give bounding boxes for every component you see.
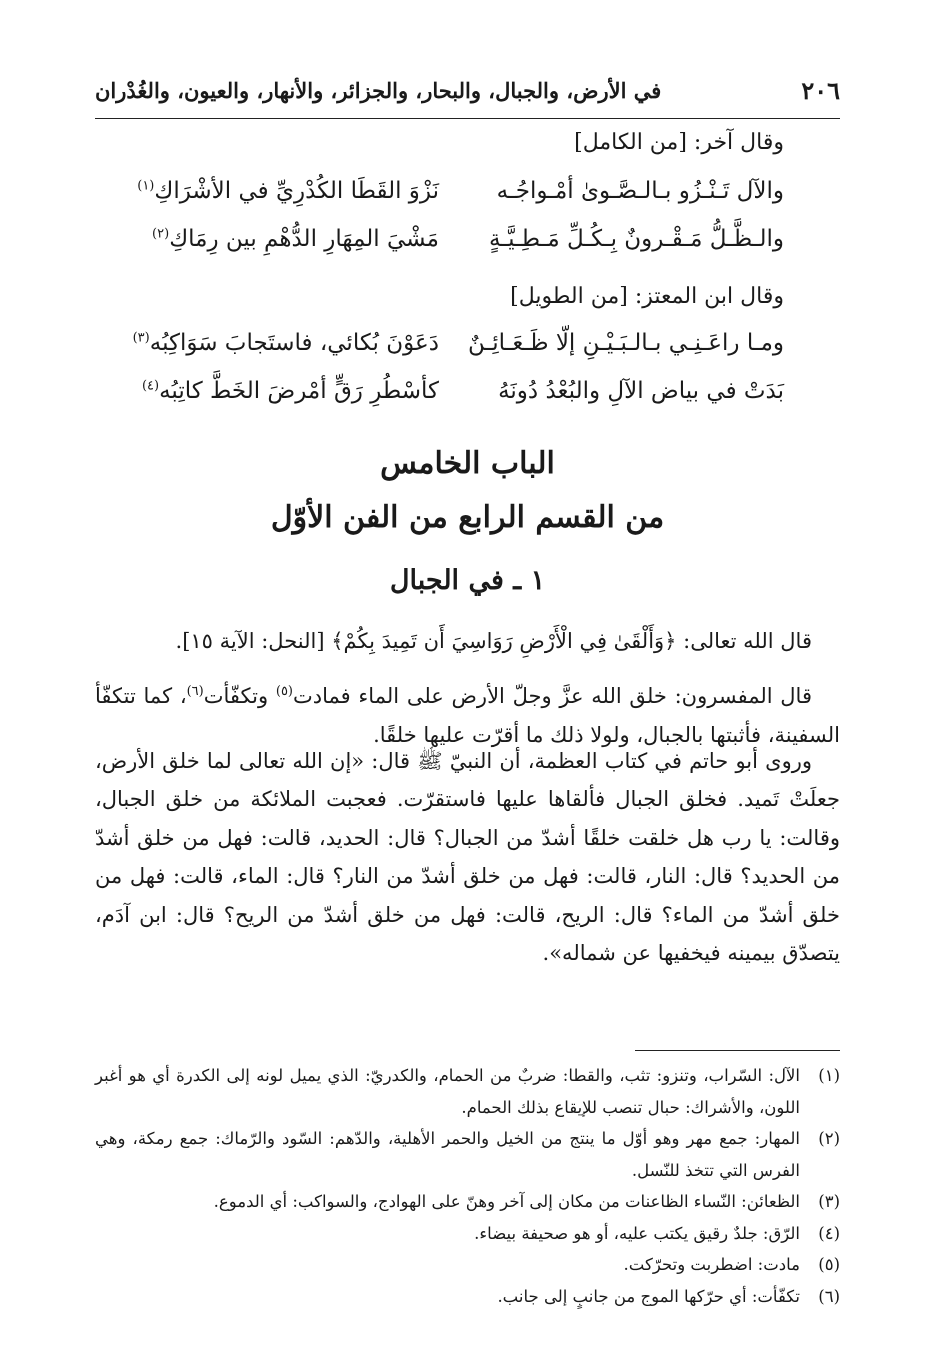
verse-1-second-text: نَزْوَ القَطَا الكُدْرِيِّ في الأشْرَاكِ xyxy=(154,178,439,204)
verse-3-second-text: دَعَوْنَ بُكائي، فاستَجابَ سَوَاكِبُه xyxy=(149,330,439,356)
footnote-ref-3: (٣) xyxy=(132,330,150,346)
book-page xyxy=(95,0,840,1365)
page-number: ٢٠٦ xyxy=(801,75,840,105)
footnote-number: (٣) xyxy=(818,1192,840,1211)
footnote-ref-4: (٤) xyxy=(141,378,160,394)
footnote-ref-2: (٢) xyxy=(152,226,170,242)
chapter-title: الباب الخامس xyxy=(380,446,555,481)
header-rule xyxy=(95,118,840,119)
footnote-2 xyxy=(95,1123,840,1186)
footnote-1 xyxy=(95,1060,840,1123)
verse-1-second-hemistich xyxy=(137,178,439,204)
verse-line-1 xyxy=(94,178,784,222)
footnote-text: مادت: اضطربت وتحرّكت. xyxy=(623,1255,800,1274)
footnote-6 xyxy=(95,1281,840,1313)
footnotes-list xyxy=(95,1060,840,1312)
footnote-3 xyxy=(95,1186,840,1218)
footnote-ref-5: (٥) xyxy=(275,684,293,699)
poem-intro-1: وقال آخر: [من الكامل] xyxy=(574,130,784,155)
verse-line-4 xyxy=(94,378,784,422)
footnote-text: الظعائن: النّساء الظاعنات من مكان إلى آخر وهنّ على الهوادج، والسواكب: أي الدموع. xyxy=(213,1192,800,1211)
verse-3-second-hemistich xyxy=(133,330,439,356)
footnote-number: (٦) xyxy=(818,1286,840,1306)
footnote-number: (١) xyxy=(818,1066,840,1085)
section-title: ١ ـ في الجبال xyxy=(389,565,546,596)
footnote-number: (٥) xyxy=(818,1255,840,1274)
footnote-text: تكفّأت: أي حرّكها الموج من جانبٍ إلى جانب. xyxy=(497,1286,800,1306)
poem-intro-2: وقال ابن المعتز: [من الطويل] xyxy=(510,284,784,309)
verse-2-first-hemistich: والـظَّـلُّ مَـقْـرونٌ بِـكُـلِّ مَـطِـيَّـةٍ xyxy=(489,226,784,252)
footnote-text: الرّق: جلدٌ رقيق يكتب عليه، أو هو صحيفة بيضاء. xyxy=(474,1223,800,1243)
footnote-ref-6: (٦) xyxy=(186,684,204,699)
commentators-text-1: قال المفسرون: خلق الله عزَّ وجلّ الأرض على الماء فمادت xyxy=(293,684,812,708)
footnote-ref-1: (١) xyxy=(137,178,155,194)
verse-1-first-hemistich: والآل تَـنْـزُو بـالـصَّـوىٰ أمْـواجُـه xyxy=(496,178,784,204)
verse-2-second-hemistich xyxy=(152,226,439,252)
running-title: في الأرض، والجبال، والبحار، والجزائر، والأنهار، والعيون، والغُدْران xyxy=(95,77,662,103)
paragraph-quran-verse xyxy=(95,622,840,661)
hadith-text: وروى أبو حاتم في كتاب العظمة، أن النبيّ ﷺ قال: «إن الله تعالى لما خلق الأرض، جعلَتْ تَميد. فخلق الجبال فألقاها عليها فاستقرّت. فعجبت الملائكة من خلق الجبال، وقالت: يا رب هل خلقت خلقًا أشدّ من الجبال؟ قال: الحديد، قالت: فهل من خلق أشدّ من الحديد؟ قال: النار، قالت: فهل من خلق أشدّ من النار؟ قال: الماء، قالت: فهل من خلق أشدّ من الماء؟ قال: الريح، قالت: فهل من خلق أشدّ من الريح؟ قال: ابن آدَم، يتصدّق بيمينه فيخفيها عن شماله». xyxy=(95,749,840,966)
verse-3-first-hemistich: ومـا راعَـنِـي بـالـبَـيْـنِ إلّا ظَـعَـائِـنٌ xyxy=(467,330,784,356)
verse-line-3 xyxy=(94,330,784,374)
paragraph-hadith xyxy=(95,742,840,972)
footnote-number: (٢) xyxy=(818,1129,840,1148)
commentators-text-2: وتكفّأت xyxy=(203,684,276,708)
footnote-text: الآل: السّراب، وتنزو: تثب، والقطا: ضربٌ من الحمام، والكدريّ: الذي يميل لونه إلى الكدرة أي هو أغبر اللون، والأشراك: حبال تنصب للإيقاع بذلك الحمام. xyxy=(95,1066,800,1117)
footnote-4 xyxy=(95,1218,840,1250)
footnote-separator xyxy=(635,1050,840,1051)
running-header xyxy=(95,62,840,118)
verse-4-second-hemistich xyxy=(142,378,439,404)
chapter-subtitle: من القسم الرابع من الفن الأوّل xyxy=(270,500,665,535)
footnote-number: (٤) xyxy=(818,1223,840,1243)
footnote-text: المهار: جمع مهر وهو أوّل ما ينتج من الخيل والحمر الأهلية، والدّهم: السّود والرّماك: جمع رمكة، وهي الفرس التي تتخذ للنّسل. xyxy=(95,1129,800,1180)
verse-4-first-hemistich: بَدَتْ في بياض الآلِ والبُعْدُ دُونَهُ xyxy=(498,378,784,404)
verse-line-2 xyxy=(94,226,784,270)
footnote-5 xyxy=(95,1249,840,1281)
commentators-text-3: ، كما تتكفّأ السفينة، فأثبتها بالجبال، ولولا ذلك ما أقرّت عليها خلقًا. xyxy=(95,684,840,747)
verse-2-second-text: مَشْيَ المِهَارِ الدُّهْمِ بين رِمَاكِ xyxy=(169,226,439,252)
verse-4-second-text: كأسْطُرِ رَقٍّ أمْرضَ الخَطَّ كاتِبُه xyxy=(159,378,439,404)
quran-verse-text: قال الله تعالى: ﴿وَأَلْقَىٰ فِي الْأَرْضِ رَوَاسِيَ أَن تَمِيدَ بِكُمْ﴾ [النحل: الآية ١٥]. xyxy=(175,629,812,653)
